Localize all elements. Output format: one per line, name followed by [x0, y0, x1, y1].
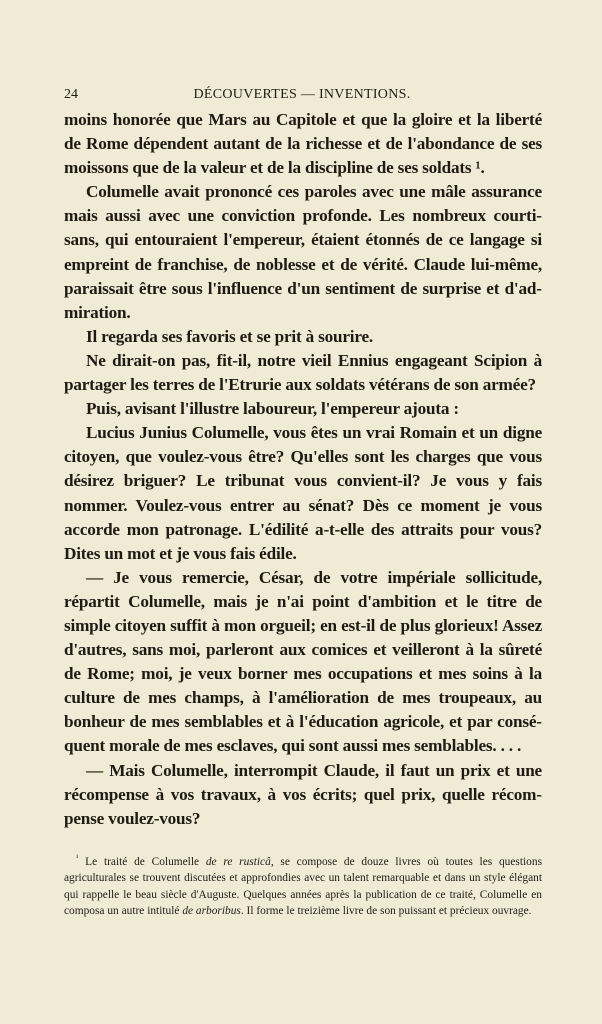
- paragraph: Il regarda ses favoris et se prit à sourire.: [86, 326, 373, 346]
- paragraph: Columelle avait prononcé ces paroles avec une mâle assurance mais aussi avec une conviction profonde. Les nombreux courtisans, qui entouraient l'empereur, étaient étonnés de ce langage si empreint de franchise, de noblesse et de vérité. Claude lui-même, paraissait être sous l'influence d'un sentiment de surprise et d'admiration.: [64, 182, 542, 322]
- page-header: [64, 86, 540, 104]
- footnote-text: , se compose de douze livres où toutes les questions agriculturales se trouvent discutées et approfondies avec un talent remarquable et dans un style élégant qui rappelle le beau siècle d'Auguste. Quelques années après la publication de ce traité, Columelle en composa un autre intitulé: [64, 855, 542, 918]
- paragraph: — Je vous remercie, César, de votre impériale sollicitude, répartit Columelle, mais je n'ai point d'ambition et le titre de simple citoyen suffit à mon orgueil; en est-il de plus glorieux! Assez d'autres, sans moi, parleront aux comices et veilleront à la sûreté de Rome; moi, je veux borner mes occupations et mes soins à la culture de mes champs, à l'amélioration de mes troupeaux, au bonheur de mes semblables et à l'éducation agricole, et par conséquent morale de mes esclaves, qui sont aussi mes semblables. . . .: [64, 567, 542, 756]
- paragraph: moins honorée que Mars au Capitole et que la gloire et la liberté de Rome dépendent autant de la richesse et de l'abondance de ses moissons que de la valeur et de la discipline de ses soldats ¹.: [64, 110, 542, 178]
- footnote-marker: ¹: [76, 853, 79, 862]
- paragraph: Lucius Junius Columelle, vous êtes un vrai Romain et un digne citoyen, que voulez-vous être? Qu'elles sont les charges que vous désirez briguer? Le tribunat vous convient-il? Je vous y fais nommer. Voulez-vous entrer au sénat? Dès ce moment je vous accorde mon patronage. L'édilité a-t-elle des attraits pour vous? Dites un mot et je vous fais édile.: [64, 423, 542, 563]
- body-text: [64, 108, 542, 831]
- page-number: 24: [64, 87, 78, 102]
- footnote: [64, 850, 542, 919]
- paragraph: — Mais Columelle, interrompit Claude, il faut un prix et une récompense à vos travaux, à vos écrits; quel prix, quelle récompense voulez-vous?: [64, 760, 542, 828]
- paragraph: Ne dirait-on pas, fit-il, notre vieil Ennius engageant Scipion à partager les terres de l'Etrurie aux soldats vétérans de son armée?: [64, 350, 542, 395]
- footnote-text: . Il forme le treizième livre de son puissant et précieux ouvrage.: [240, 905, 532, 918]
- footnote-title: de re rusticâ: [205, 855, 271, 868]
- footnote-title: de arboribus: [182, 905, 241, 918]
- footnote-text: Le traité de Columelle: [85, 855, 206, 868]
- running-title: DÉCOUVERTES — INVENTIONS.: [193, 87, 411, 102]
- paragraph: Puis, avisant l'illustre laboureur, l'empereur ajouta :: [86, 399, 459, 419]
